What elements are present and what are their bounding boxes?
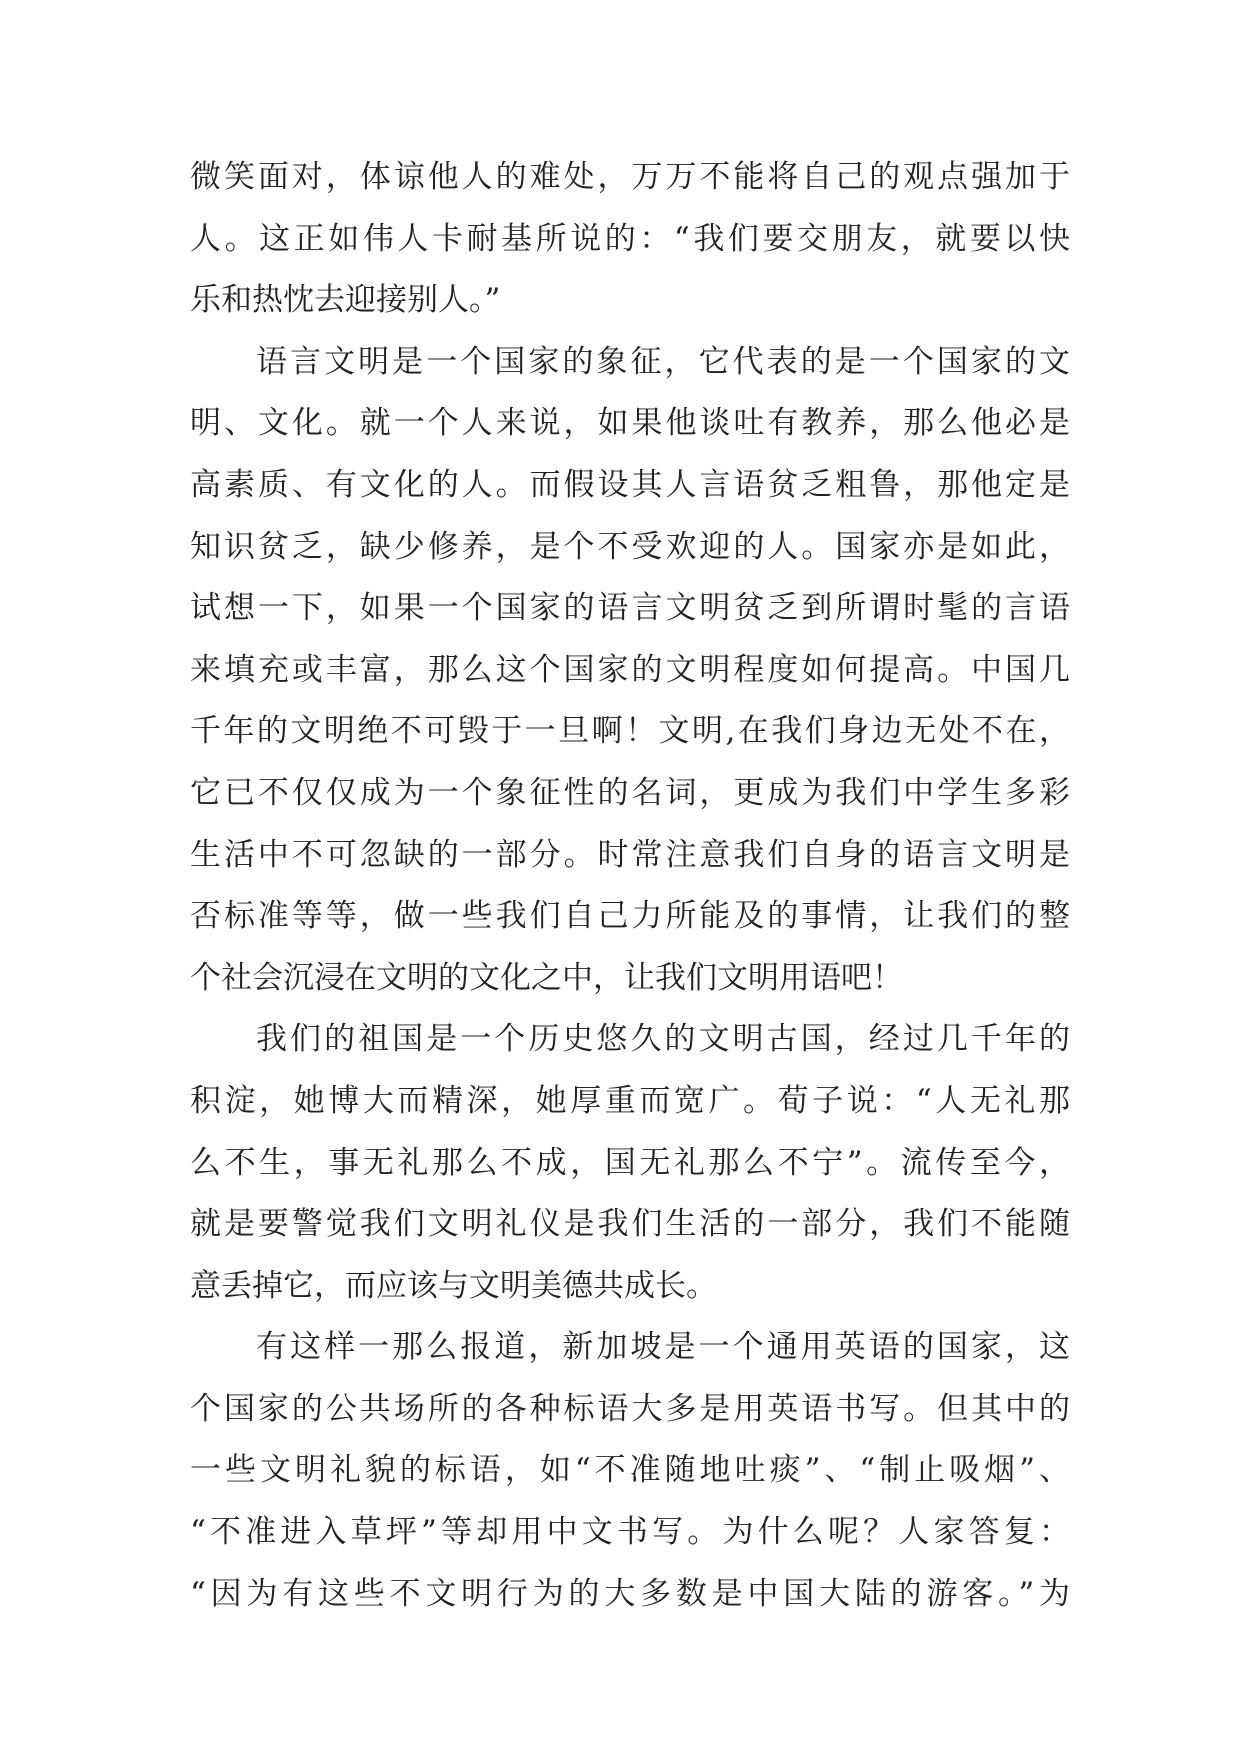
paragraph-first-line: 我们的祖国是一个历史悠久的文明古国，经过几千年的	[256, 1021, 1070, 1058]
text-line: 微笑面对，体谅他人的难处，万万不能将自己的观点强加于	[190, 159, 1070, 195]
paragraph-first-line: 有这样一那么报道，新加坡是一个通用英语的国家，这	[256, 1329, 1070, 1366]
text-line: 人。这正如伟人卡耐基所说的：“我们要交朋友，就要以快	[190, 220, 1070, 257]
text-line: 乐和热忱去迎接别人。”	[190, 282, 501, 319]
text-line: 就是要警觉我们文明礼仪是我们生活的一部分，我们不能随	[190, 1206, 1070, 1243]
paragraph-first-line: 语言文明是一个国家的象征，它代表的是一个国家的文	[256, 343, 1070, 380]
text-line: 意丢掉它，而应该与文明美德共成长。	[190, 1267, 717, 1304]
text-line: 积淀，她博大而精深，她厚重而宽广。荀子说：“人无礼那	[190, 1082, 1070, 1119]
text-line: 个国家的公共场所的各种标语大多是用英语书写。但其中的	[190, 1390, 1070, 1427]
text-line: 它已不仅仅成为一个象征性的名词，更成为我们中学生多彩	[190, 774, 1070, 811]
document-body	[190, 153, 1070, 1631]
text-line: 试想一下，如果一个国家的语言文明贫乏到所谓时髦的言语	[190, 590, 1070, 627]
text-line: 么不生，事无礼那么不成，国无礼那么不宁”。流传至今，	[190, 1144, 1070, 1181]
text-line: 生活中不可忽缺的一部分。时常注意我们自身的语言文明是	[190, 836, 1070, 873]
text-line: 来填充或丰富，那么这个国家的文明程度如何提高。中国几	[190, 651, 1070, 688]
text-line: 一些文明礼貌的标语，如“不准随地吐痰”、“制止吸烟”、	[190, 1452, 1070, 1489]
text-line: 个社会沉浸在文明的文化之中，让我们文明用语吧！	[190, 959, 903, 996]
text-line: 千年的文明绝不可毁于一旦啊！文明,在我们身边无处不在，	[190, 713, 1070, 750]
text-line: “因为有这些不文明行为的大多数是中国大陆的游客。”为	[190, 1575, 1070, 1612]
text-line: 高素质、有文化的人。而假设其人言语贫乏粗鲁，那他定是	[190, 466, 1070, 503]
text-line: 明、文化。就一个人来说，如果他谈吐有教养，那么他必是	[190, 405, 1070, 442]
text-line: “不准进入草坪”等却用中文书写。为什么呢？人家答复：	[190, 1514, 1070, 1551]
text-line: 知识贫乏，缺少修养，是个不受欢迎的人。国家亦是如此，	[190, 528, 1070, 565]
text-line: 否标准等等，做一些我们自己力所能及的事情，让我们的整	[190, 898, 1070, 935]
